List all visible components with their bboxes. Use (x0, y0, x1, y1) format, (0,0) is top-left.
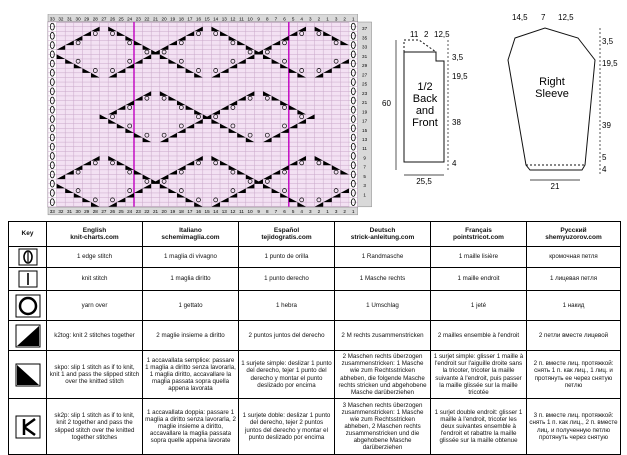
column-number: 11 (239, 16, 244, 22)
column-number: 21 (152, 209, 159, 215)
column-number: 32 (58, 16, 64, 22)
column-number: 6 (283, 16, 286, 22)
sleeve-label-1: Right (539, 76, 565, 88)
column-number: 7 (274, 209, 278, 215)
table-row (9, 291, 621, 321)
column-number: 1 (326, 209, 329, 215)
header-key: Key (9, 222, 47, 247)
column-number: 26 (109, 16, 116, 22)
column-number: 22 (144, 209, 150, 215)
yarn-over-icon (9, 291, 47, 321)
table-cell: 1 лицевая петля (527, 268, 621, 291)
row-number: 21 (362, 100, 368, 106)
header-italiano: Italiano schemimaglia.com (143, 222, 239, 247)
column-number: 29 (84, 209, 90, 215)
table-row (9, 351, 621, 399)
table-cell: 2 петли вместе лицевой (527, 321, 621, 351)
table-cell: 1 Masche rechts (335, 268, 431, 291)
row-number: 5 (363, 173, 366, 179)
column-number: 2 (317, 16, 321, 22)
column-number: 20 (161, 209, 167, 215)
table-cell: k2tog: knit 2 stitches together (47, 321, 143, 351)
table-cell: 1 накид (527, 291, 621, 321)
k2tog-icon (9, 321, 47, 351)
row-number: 35 (362, 35, 368, 41)
column-number: 32 (58, 209, 64, 215)
row-number: 29 (362, 63, 368, 69)
column-number: 18 (178, 209, 184, 215)
column-number: 27 (101, 16, 107, 22)
table-cell: sk2p: slip 1 stitch as if to knit, knit 2 together and pass the slipped stitch over the knitted together stitches (47, 399, 143, 455)
table-cell: 1 hebra (239, 291, 335, 321)
table-cell: 3 Maschen rechts überzogen zusammenstricken: 1 Masche wie zum Rechtsstricken abheben, 2 Maschen rechts zusammenstricken und die abgehobene Masche darüberziehen (335, 399, 431, 455)
table-cell: 1 edge stitch (47, 247, 143, 268)
column-number: 28 (92, 209, 98, 215)
column-number: 19 (170, 16, 176, 22)
table-cell: 1 maglia di vivagno (143, 247, 239, 268)
row-number-bar (358, 22, 372, 207)
column-number: 8 (266, 209, 269, 215)
table-cell: 1 surjet double endroit: glisser 1 maille à l'endroit, tricoter les deux suivantes ensemble à l'endroit et rabattre la maille glissée sur la maille obtenue (431, 399, 527, 455)
row-number: 7 (363, 164, 366, 170)
back-front-label-4: Front (412, 117, 438, 129)
column-number: 26 (109, 209, 116, 215)
table-row (9, 321, 621, 351)
column-number: 10 (247, 209, 253, 215)
table-cell: 1 jeté (431, 291, 527, 321)
table-cell: 2 п. вместе лиц. протяжкой: снять 1 п. как лиц., 1 лиц. и протянуть ее через снятую петлю (527, 351, 621, 399)
column-number: 23 (135, 209, 141, 215)
column-number: 3 (334, 209, 338, 215)
back-front-mid-width: 2 (424, 30, 429, 39)
column-number: 11 (239, 209, 244, 215)
back-front-label-1: 1/2 (417, 81, 433, 93)
column-number: 6 (283, 209, 286, 215)
column-number: 2 (317, 209, 321, 215)
table-row (9, 247, 621, 268)
table-cell: 1 gettato (143, 291, 239, 321)
table-cell: 1 surjet simple: glisser 1 maille à l'endroit sur l'aiguille droite sans la tricoter, tricoter la maille suivante à l'endroit, puis passer la maille glissée sur la maille tricotée (431, 351, 527, 399)
sleeve-schematic (508, 28, 600, 180)
table-cell: 1 surjete doble: deslizar 1 punto del derecho, tejer 2 puntos juntos del derecho y montar el punto deslizado por encima (239, 399, 335, 455)
sleeve-label-2: Sleeve (535, 88, 569, 100)
column-number: 27 (101, 209, 107, 215)
row-number: 37 (362, 26, 368, 32)
column-number: 16 (195, 209, 202, 215)
column-number: 17 (187, 209, 193, 215)
column-number: 15 (204, 16, 210, 22)
column-number: 23 (135, 16, 141, 22)
column-number: 30 (75, 16, 81, 22)
column-number: 9 (257, 209, 260, 215)
table-cell: 1 surjete simple: deslizar 1 punto del derecho, tejer 1 punto del derecho y montar el punto deslizado por encima (239, 351, 335, 399)
table-cell: 1 Umschlag (335, 291, 431, 321)
sleeve-cap-right-width: 12,5 (558, 13, 574, 22)
garment-schematic (380, 0, 627, 205)
column-number: 31 (66, 16, 73, 22)
chart-grid (38, 14, 388, 216)
back-front-neckline (404, 40, 436, 52)
table-row (9, 268, 621, 291)
table-header-row (9, 222, 621, 247)
column-number: 12 (230, 209, 236, 215)
column-number: 24 (127, 16, 133, 22)
sleeve-cap-shoulder-height: 3,5 (602, 37, 614, 46)
skpo-icon (9, 351, 47, 399)
table-cell: 2 Maschen rechts überzogen zusammenstricken: 1 Masche wie zum Rechtsstricken abheben, die folgende Masche rechts stricken und abgehobene Masche darüberziehen (335, 351, 431, 399)
column-number: 5 (291, 209, 295, 215)
sleeve-rib-height: 4 (602, 165, 607, 174)
edge-stitch-icon (9, 247, 47, 268)
sk2p-icon (9, 399, 47, 455)
column-number: 14 (213, 209, 219, 215)
column-number: 29 (84, 16, 90, 22)
table-cell: 1 Randmasche (335, 247, 431, 268)
column-number: 3 (309, 16, 312, 22)
sleeve-cap-top-width: 7 (541, 13, 546, 22)
header-russian: Русский shemyuzorov.com (527, 222, 621, 247)
table-cell: yarn over (47, 291, 143, 321)
stitch-key-table (8, 221, 621, 455)
row-number: 31 (362, 53, 368, 59)
column-number: 15 (204, 209, 210, 215)
column-number: 4 (300, 209, 303, 215)
row-number: 17 (362, 118, 368, 124)
knitting-chart (38, 14, 388, 221)
table-cell: 3 п. вместе лиц. протяжкой: снять 1 п. как лиц., 2 п. вместе лиц. и полученную петлю протянуть через снятую (527, 399, 621, 455)
column-number: 31 (66, 209, 73, 215)
table-cell: skpo: slip 1 stitch as if to knit, knit 1 and pass the slipped stitch over the knitted stitch (47, 351, 143, 399)
row-number: 9 (363, 155, 366, 161)
table-cell: 1 maille lisière (431, 247, 527, 268)
header-espanol: Español tejidogratis.com (239, 222, 335, 247)
table-cell: 1 punto derecho (239, 268, 335, 291)
knit-stitch-icon (9, 268, 47, 291)
row-number: 27 (362, 72, 368, 78)
column-number: 30 (75, 209, 81, 215)
column-number: 9 (257, 16, 260, 22)
row-number: 23 (362, 90, 368, 96)
table-cell: 2 puntos juntos del derecho (239, 321, 335, 351)
column-number: 1 (352, 16, 355, 22)
schematic-svg (380, 0, 627, 200)
column-number: 17 (187, 16, 193, 22)
column-number: 18 (178, 16, 184, 22)
column-number: 21 (152, 16, 159, 22)
column-number: 12 (230, 16, 236, 22)
row-number: 33 (362, 44, 368, 50)
sleeve-bottom-width: 21 (550, 182, 560, 191)
back-front-label-2: Back (412, 93, 438, 105)
header-francais: Français pointstricot.com (431, 222, 527, 247)
column-number: 24 (127, 209, 133, 215)
back-front-neck-width: 11 (410, 30, 419, 39)
column-number: 13 (221, 209, 227, 215)
column-number: 25 (118, 209, 124, 215)
column-number: 33 (49, 209, 55, 215)
sleeve-cuff-height: 5 (602, 153, 607, 162)
column-number: 25 (118, 16, 124, 22)
back-front-shoulder-width: 12,5 (434, 30, 450, 39)
table-cell: knit stitch (47, 268, 143, 291)
back-front-bottom-width: 25,5 (416, 177, 432, 186)
column-number: 4 (300, 16, 303, 22)
back-front-total-length: 60 (382, 99, 391, 108)
column-number: 28 (92, 16, 98, 22)
column-number: 7 (274, 16, 278, 22)
column-number: 1 (352, 209, 355, 215)
back-front-body-height: 38 (452, 118, 461, 127)
table-cell: 1 maille endroit (431, 268, 527, 291)
column-number: 10 (247, 16, 253, 22)
table-cell: 2 mailles ensemble à l'endroit (431, 321, 527, 351)
table-row (9, 399, 621, 455)
back-front-shoulder-height: 3,5 (452, 53, 464, 62)
table-cell: кромочная петля (527, 247, 621, 268)
sleeve-body-height: 39 (602, 121, 611, 130)
column-number: 22 (144, 16, 150, 22)
column-number: 3 (334, 16, 338, 22)
header-english: English knit-charts.com (47, 222, 143, 247)
sleeve-cap-left-width: 14,5 (512, 13, 528, 22)
column-number: 14 (213, 16, 219, 22)
column-number: 13 (221, 16, 227, 22)
column-number: 33 (49, 16, 55, 22)
table-cell: 1 accavallata doppia: passare 1 maglia a diritto senza lavorarla, 2 maglie insieme a diritto, accavallare la maglia passata sopra quelle appena lavorate (143, 399, 239, 455)
row-number: 11 (362, 146, 367, 152)
column-number: 8 (266, 16, 269, 22)
row-number: 1 (363, 192, 366, 198)
column-number: 20 (161, 16, 167, 22)
header-deutsch: Deutsch strick-anleitung.com (335, 222, 431, 247)
back-front-armhole-height: 19,5 (452, 72, 468, 81)
back-front-rib-height: 4 (452, 159, 457, 168)
column-number: 16 (195, 16, 202, 22)
column-number: 5 (291, 16, 295, 22)
column-number: 3 (309, 209, 312, 215)
back-front-label-3: and (415, 105, 435, 117)
sleeve-cap-height: 19,5 (602, 59, 618, 68)
column-number: 2 (343, 16, 346, 22)
column-number: 2 (343, 209, 346, 215)
table-cell: 2 maglie insieme a diritto (143, 321, 239, 351)
row-number: 25 (362, 81, 368, 87)
table-cell: 1 punto de orilla (239, 247, 335, 268)
column-number: 1 (326, 16, 329, 22)
table-cell: 1 maglia diritto (143, 268, 239, 291)
row-number: 3 (363, 183, 366, 189)
row-number: 15 (362, 127, 368, 133)
table-cell: 1 accavallata semplice: passare 1 maglia a diritto senza lavorarla, 1 maglia diritto, accavallare la maglia passata sopra quella appena lavorata (143, 351, 239, 399)
row-number: 13 (362, 137, 368, 142)
row-number: 19 (362, 109, 368, 115)
column-number: 19 (170, 209, 176, 215)
table-cell: 2 M rechts zusammenstricken (335, 321, 431, 351)
